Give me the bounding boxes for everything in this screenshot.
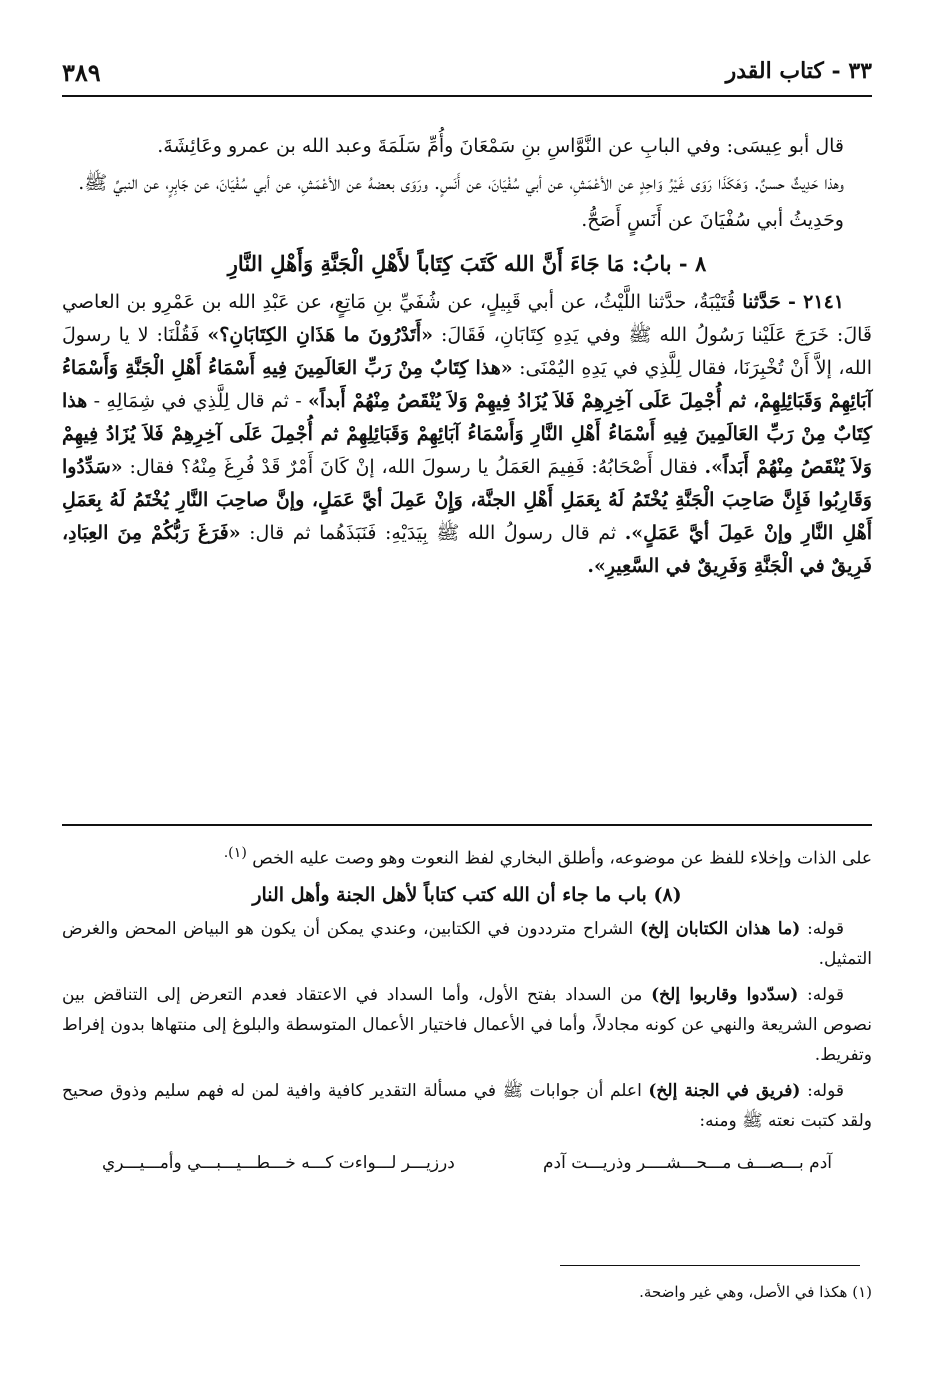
verse-line xyxy=(62,1148,872,1182)
note-text: الشراح مترددون في الكتابين، وعندي يمكن أن يكون هو البياض المحض والغرض التمثيل. xyxy=(62,918,872,969)
note-lemma: (فريق في الجنة إلخ) xyxy=(648,1080,801,1101)
hadith-narration-1: فَقُلْنَا: لا يا رسولَ الله، إلاَّ أَنْ تُخْبِرَنَا، فقال لِلَّذِي في يَدِهِ اليُمْنَى: xyxy=(62,324,873,379)
verse-hemistich-1: آدم بـــصـــف مـــحـــشــــر وذريـــت آدم xyxy=(543,1152,832,1173)
paragraph-3: وحَدِيثُ أبي سُفْيَانَ عن أَنَسٍ أَصَحُّ. xyxy=(581,209,844,231)
header-rule xyxy=(62,95,872,97)
paragraph-1: قال أبو عِيسَى: وفي البابِ عن النَّوَّاسِ بنِ سَمْعَانَ وأُمِّ سَلَمَةَ وعبد الله بن عمرو وعَائِشَةَ. xyxy=(157,135,844,157)
commentary-rule xyxy=(62,824,872,826)
hadith-narration-3: فقال أَصْحَابُهُ: فَفِيمَ العَمَلُ يا رسولَ الله، إنْ كَانَ أَمْرٌ قَدْ فُرِغَ مِنْهُ؟ فقال: xyxy=(129,456,698,478)
note-label: قوله: xyxy=(807,984,844,1005)
hadith-paragraph xyxy=(62,286,872,583)
hadith-quote-2: «هذا كِتَابٌ مِنْ رَبِّ العَالَمِينَ فِيهِ أَسْمَاءُ أَهْلِ الْجَنَّةِ وَأَسْمَاءُ آبَائِهِمْ وَقَبَائِلِهِمْ، ثم أُجْمِلَ عَلَى آخِرِهِمْ فَلاَ يُزَادُ فِيهِمْ وَلاَ يُنْقَصُ مِنْهُمْ أَبداً» xyxy=(62,357,872,412)
commentary-note-3 xyxy=(62,1076,872,1136)
commentary-note-2 xyxy=(62,980,872,1070)
note-label: قوله: xyxy=(807,918,845,939)
chapter-title: ٣٣ - كتاب القدر xyxy=(725,58,872,84)
footnote-rule xyxy=(560,1265,860,1266)
hadith-quote-4: «سَدِّدُوا وَقَارِبُوا فَإِنَّ صَاحِبَ الْجَنَّةِ يُخْتَمُ لَهُ بِعَمَلِ أَهْلِ الجنَّة، وَإِنْ عَمِلَ أيَّ عَمَلٍ، وإنَّ صاحِبَ النَّارِ يُخْتَمُ لَهُ بِعَمَلِ أَهْلِ النَّارِ وإنْ عَمِلَ أيَّ عَمَلٍ». xyxy=(62,456,873,544)
commentary xyxy=(62,838,872,1182)
page-header xyxy=(62,58,872,90)
paragraph-2: وهذا حَدِيثٌ حسنٌ. وَهَكَذَا رَوَى غَيْرُ وَاحِدٍ عن الأعْمَشِ، عن أبي سُفْيَانَ، عن أَنَسٍ. ورَوَى بعضهُ عن الأعْمَشِ، عن أبي سُفْيَانَ، عن جَابِرٍ، عن النبيِّ ﷺ. xyxy=(78,172,844,194)
note-lemma: (ما هذان الكتابان إلخ) xyxy=(639,918,801,939)
verse-hemistich-2: درزيـــر لـــواءت كـــه خـــطـــيـــبـــي وأمـــيـــري xyxy=(102,1152,455,1173)
note-lemma: (سدّدوا وقاربوا إلخ) xyxy=(651,984,799,1005)
page-number: ٣٨٩ xyxy=(62,58,101,87)
commentary-note-1 xyxy=(62,914,872,974)
hadith-number: ٢١٤١ - حَدَّثنا xyxy=(742,291,844,313)
note-text: اعلم أن جوابات ﷺ في مسألة التقدير كافية وافية لمن له فهم سليم وذوق صحيح ولقد كتبت نعته ﷺ ومنه: xyxy=(62,1080,872,1131)
hadith-quote-5: «فَرَغَ رَبُّكُمْ مِنَ العِبَادِ، فَرِيقٌ في الْجَنَّةِ وَفَرِيقٌ في السَّعِيرِ». xyxy=(62,522,872,577)
hadith-narration-2: - ثم قال لِلَّذِي في شِمَالِهِ - xyxy=(93,390,302,412)
bab-title: ٨ - بابُ: مَا جَاءَ أَنَّ الله كَتَبَ كِتَاباً لأَهْلِ الْجَنَّةِ وَأَهْلِ النَّارِ xyxy=(227,251,707,276)
note-label: قوله: xyxy=(807,1080,845,1101)
commentary-continuation-text: على الذات وإخلاء للفظ عن موضوعه، وأطلق البخاري لفظ النعوت وهو وصت عليه الخص xyxy=(252,848,872,869)
footnote-ref: (١). xyxy=(223,845,247,861)
hadith-quote-1: «أَتَدْرُونَ ما هَذَانِ الكِتَابَانِ؟» xyxy=(207,324,433,346)
hadith-narration-4: ثم قال رسولُ الله ﷺ بِيَدَيْهِ: فَنَبَذَهُما ثم قال: xyxy=(249,522,617,544)
hadith-chain: قُتَيْبَةُ، حدَّثنا اللَّيْثُ، عن أبي قَبِيلٍ، عن شُفَيِّ بنِ مَاتِعٍ، عن عَبْدِ الله بن عَمْرِو بن العاصي قَالَ: خَرَجَ عَلَيْنا رَسُولُ الله ﷺ وفي يَدِهِ كِتَابَانِ، فَقَالَ: xyxy=(62,291,872,346)
hadith-quote-3: هذا كِتَابٌ مِنْ رَبِّ العَالَمِينَ فِيهِ أَسْمَاءُ أَهْلِ النَّارِ وَأَسْمَاءُ آبَائِهِمْ وَقَبَائِلِهِمْ ثم أُجْمِلَ عَلَى آخِرِهِمْ فَلاَ يُزَادُ فِيهِمْ وَلاَ يُنْقَصُ مِنْهُمْ أَبَداً». xyxy=(62,390,872,478)
commentary-continuation xyxy=(62,838,872,874)
footnote: (١) هكذا في الأصل، وهي غير واضحة. xyxy=(639,1283,872,1301)
note-text: من السداد بفتح الأول، وأما السداد في الاعتقاد فعدم التعرض إلى التناقض بين نصوص الشريعة والنهي عن كونه مجادلاً، وأما في الأعمال فاختيار الأعمال المتوسطة والبلوغ إلى منتهاها بدون إفراط وتفريط. xyxy=(62,984,872,1065)
commentary-heading: (٨) باب ما جاء أن الله كتب كتاباً لأهل الجنة وأهل النار xyxy=(252,883,682,906)
main-text xyxy=(62,130,872,587)
